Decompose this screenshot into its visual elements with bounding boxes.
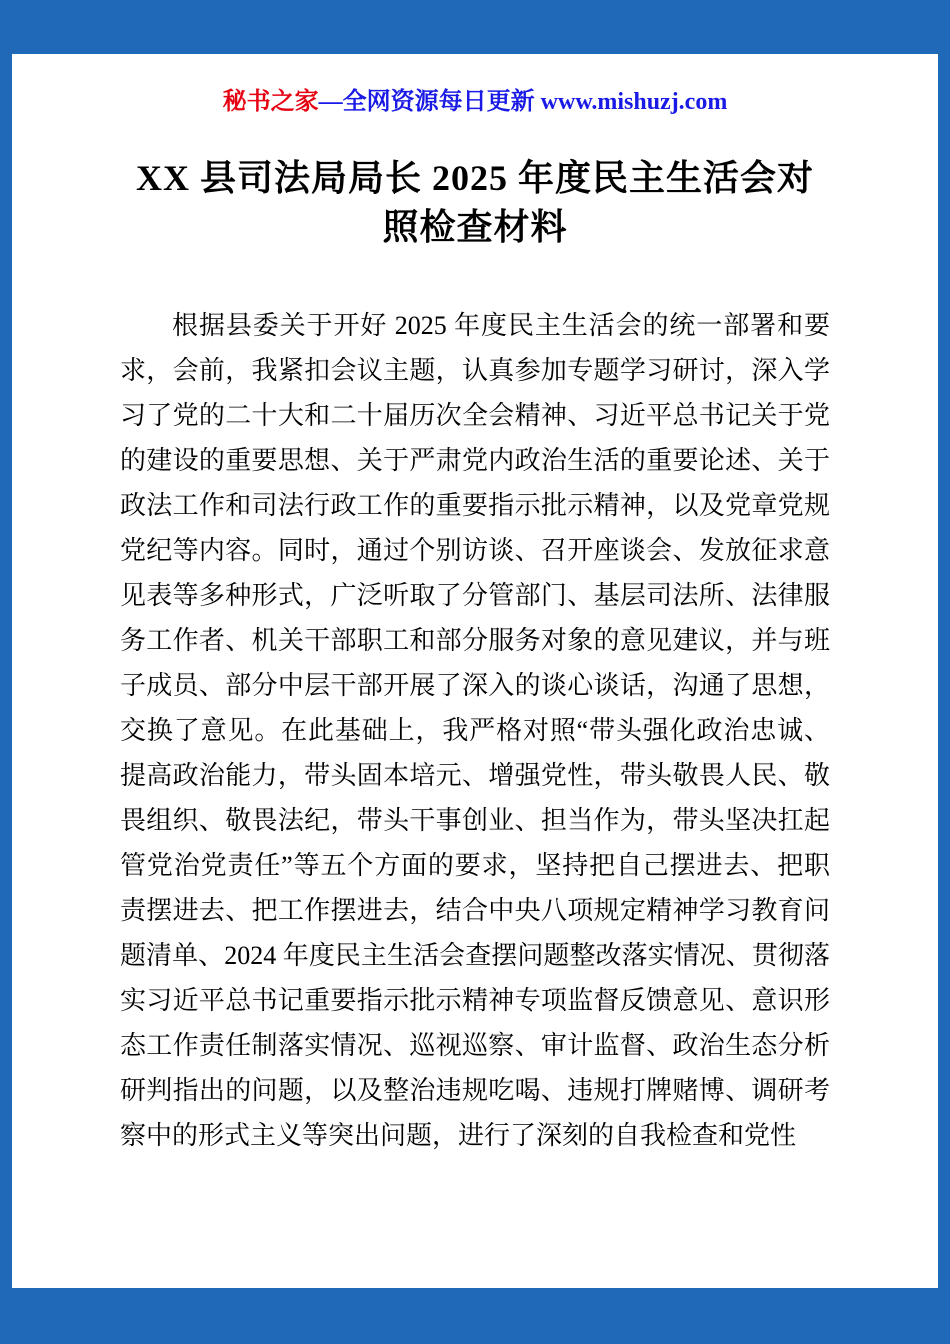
site-header (120, 86, 830, 118)
document-page (12, 54, 938, 1288)
document-title: XX 县司法局局长 2025 年度民主生活会对照检查材料 (136, 158, 814, 247)
site-url-link[interactable]: www.mishuzj.com (540, 89, 728, 115)
document-body-paragraph: 根据县委关于开好 2025 年度民主生活会的统一部署和要求，会前，我紧扣会议主题，认真参加专题学习研讨，深入学习了党的二十大和二十届历次全会精神、习近平总书记关于党的建设的重要思想、关于严肃党内政治生活的重要论述、关于政法工作和司法行政工作的重要指示批示精神，以及党章党规党纪等内容。同时，通过个别访谈、召开座谈会、发放征求意见表等多种形式，广泛听取了分管部门、基层司法所、法律服务工作者、机关干部职工和部分服务对象的意见建议，并与班子成员、部分中层干部开展了深入的谈心谈话，沟通了思想，交换了意见。在此基础上，我严格对照“带头强化政治忠诚、提高政治能力，带头固本培元、增强党性，带头敬畏人民、敬畏组织、敬畏法纪，带头干事创业、担当作为，带头坚决扛起管党治党责任”等五个方面的要求，坚持把自己摆进去、把职责摆进去、把工作摆进去，结合中央八项规定精神学习教育问题清单、2024 年度民主生活会查摆问题整改落实情况、贯彻落实习近平总书记重要指示批示精神专项监督反馈意见、意识形态工作责任制落实情况、巡视巡察、审计监督、政治生态分析研判指出的问题，以及整治违规吃喝、违规打牌赌博、调研考察中的形式主义等突出问题，进行了深刻的自我检查和党性 (120, 311, 830, 1151)
site-tagline-text: —全网资源每日更新 (318, 89, 541, 115)
site-brand-text: 秘书之家 (222, 89, 319, 115)
